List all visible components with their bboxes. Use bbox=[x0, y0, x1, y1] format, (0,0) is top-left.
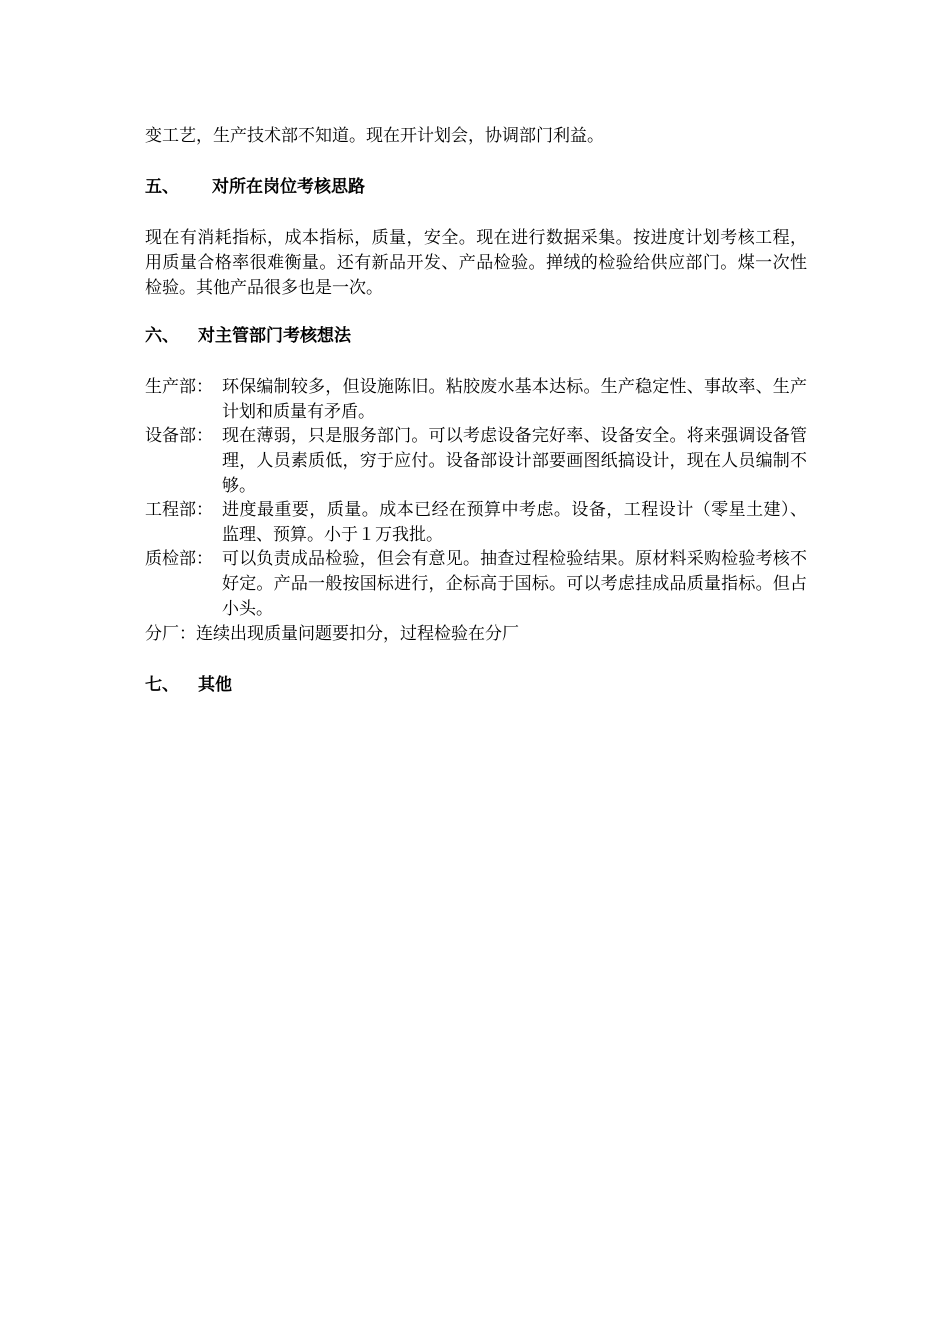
department-text: 现在薄弱，只是服务部门。可以考虑设备完好率、设备安全。将来强调设备管理，人员素质低，穷于应付。设备部设计部要画图纸搞设计，现在人员编制不够。 bbox=[222, 426, 807, 496]
section-heading-5 bbox=[145, 175, 365, 200]
section-title: 对主管部门考核想法 bbox=[198, 326, 351, 346]
department-text: 可以负责成品检验，但会有意见。抽查过程检验结果。原材料采购检验考核不好定。产品一般按国标进行，企标高于国标。可以考虑挂成品质量指标。但占小头。 bbox=[222, 549, 807, 619]
department-label: 质检部： bbox=[145, 549, 213, 569]
section-number: 七、 bbox=[145, 675, 179, 695]
department-item-branch bbox=[145, 622, 807, 647]
department-item-quality bbox=[145, 547, 807, 622]
department-text: 分厂：连续出现质量问题要扣分，过程检验在分厂 bbox=[145, 624, 519, 644]
department-item-equipment bbox=[145, 424, 807, 499]
intro-paragraph: 变工艺，生产技术部不知道。现在开计划会，协调部门利益。 bbox=[145, 126, 604, 146]
section-number: 六、 bbox=[145, 326, 179, 346]
department-text: 环保编制较多，但设施陈旧。粘胶废水基本达标。生产稳定性、事故率、生产计划和质量有矛盾。 bbox=[222, 377, 807, 422]
section-heading-7 bbox=[145, 673, 232, 698]
department-item-engineering bbox=[145, 498, 807, 548]
department-label: 设备部： bbox=[145, 426, 213, 446]
section-title: 对所在岗位考核思路 bbox=[212, 177, 365, 197]
department-label: 工程部： bbox=[145, 500, 213, 520]
department-label: 生产部： bbox=[145, 377, 213, 397]
section-5-paragraph: 现在有消耗指标，成本指标，质量，安全。现在进行数据采集。按进度计划考核工程，用质量合格率很难衡量。还有新品开发、产品检验。掸绒的检验给供应部门。煤一次性检验。其他产品很多也是一次。 bbox=[145, 228, 807, 298]
department-item-production bbox=[145, 375, 807, 425]
department-text: 进度最重要，质量。成本已经在预算中考虑。设备，工程设计（零星土建）、监理、预算。小于１万我批。 bbox=[222, 500, 807, 545]
section-number: 五、 bbox=[145, 177, 179, 197]
section-heading-6 bbox=[145, 324, 351, 349]
section-title: 其他 bbox=[198, 675, 232, 695]
